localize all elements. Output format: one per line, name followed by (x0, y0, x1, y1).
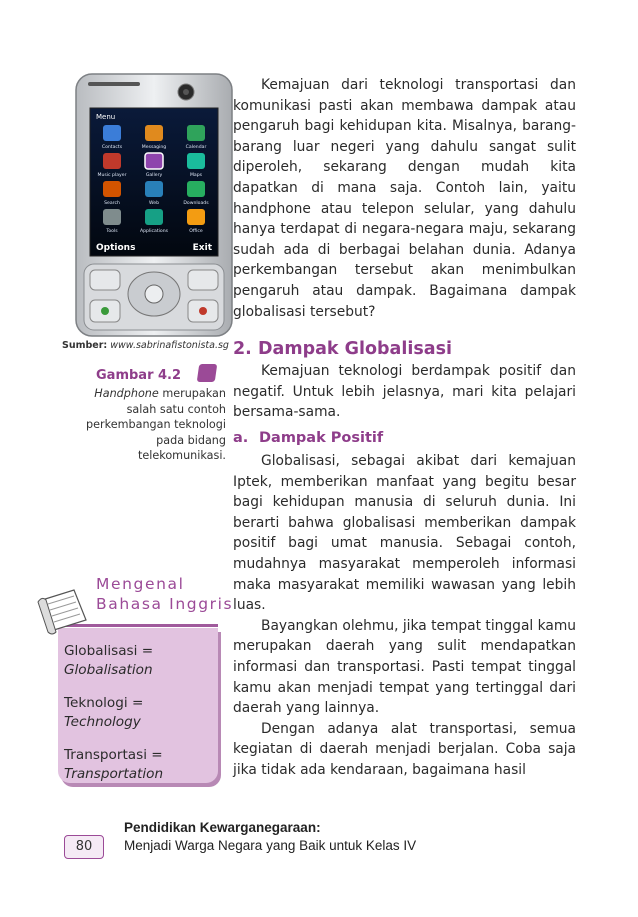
subsection-body (233, 451, 576, 781)
phone-app-label: Gallery (145, 173, 163, 178)
phone-app-icon (145, 125, 163, 141)
phone-app-icon (187, 153, 205, 169)
phone-app-icon (145, 209, 163, 225)
glossary-item (64, 746, 216, 784)
glossary-english: Globalisation (64, 662, 153, 678)
phone-app-label: Applications (139, 229, 169, 234)
footer-book-subtitle: Menjadi Warga Negara yang Baik untuk Kelas IV (124, 838, 417, 853)
phone-softkey-right: Exit (192, 243, 212, 253)
intro-section (233, 75, 576, 322)
phone-app-label: Office (189, 229, 203, 234)
intro-paragraph: Kemajuan dari teknologi transportasi dan komunikasi pasti akan membawa dampak atau pengaruh bagi kehidupan kita. Misalnya, barang-barang luar negeri yang dahulu sangat sulit diperoleh, sekarang dengan mudah kita dapatkan di mana saja. Contoh lain, yaitu handphone atau telepon selular, yang dahulu hanya terdapat di negara-negara maju, sekarang sudah ada di berbagai belahan dunia. Adanya perkembangan tersebut akan menimbulkan pengaruh atau dampak. Bagaimana dampak globalisasi tersebut? (233, 77, 576, 320)
glossary-english: Technology (64, 714, 141, 730)
glossary-item (64, 694, 216, 732)
source-url: www.sabrinafistonista.sg (110, 340, 229, 351)
glossary-term: Transportasi = (64, 747, 163, 763)
glossary-english: Transportation (64, 766, 164, 782)
section-heading (233, 339, 452, 359)
caption-text: merupakan salah satu contoh perkembangan teknologi pada bidang telekomunikasi. (86, 387, 226, 463)
phone-app-icon (145, 153, 163, 169)
figure-title: Gambar 4.2 (96, 368, 182, 383)
phone-app-label: Calendar (185, 145, 207, 150)
subsection-heading (233, 430, 383, 446)
section-intro-paragraph: Kemajuan teknologi berdampak positif dan negatif. Untuk lebih jelasnya, mari kita pelajari bersama-sama. (233, 363, 576, 421)
phone-softkey-left: Options (96, 243, 136, 253)
glossary-title-line2: Bahasa Inggris (96, 595, 234, 613)
phone-app-icon (187, 125, 205, 141)
paragraph: Bayangkan olehmu, jika tempat tinggal kamu merupakan daerah yang sulit mendapatkan informasi dan transportasi. Pasti tempat tinggal kamu akan menjadi tempat yang tertinggal dari daerah yang lainnya. (233, 617, 576, 717)
glossary-term: Globalisasi = (64, 643, 154, 659)
phone-app-label: Downloads (183, 201, 209, 206)
phone-app-icon (103, 181, 121, 197)
figure-badge-icon (197, 364, 218, 382)
phone-menu-label: Menu (96, 113, 116, 121)
scroll-paper-icon (34, 586, 94, 636)
glossary-term: Teknologi = (64, 695, 144, 711)
figure-source (62, 340, 230, 351)
phone-app-icon (103, 125, 121, 141)
page-number: 80 (64, 835, 104, 859)
phone-app-icon (187, 209, 205, 225)
glossary-item (64, 642, 216, 680)
paragraph: Dengan adanya alat transportasi, semua kegiatan di daerah menjadi berjalan. Coba saja jika tidak ada kendaraan, bagaimana hasil (233, 720, 576, 778)
glossary-list (64, 642, 216, 798)
glossary-title (96, 574, 233, 614)
section-title: Dampak Globalisasi (258, 339, 452, 359)
glossary-title-line1: Mengenal (96, 575, 185, 593)
phone-app-icon (103, 153, 121, 169)
phone-image (70, 72, 238, 338)
phone-app-label: Music player (97, 173, 127, 178)
phone-app-label: Web (148, 201, 160, 206)
source-label: Sumber: (62, 340, 108, 351)
subsection-number: a. (233, 430, 249, 446)
section-intro (233, 361, 576, 423)
section-number: 2. (233, 339, 252, 359)
phone-app-label: Messaging (141, 145, 167, 150)
paragraph: Globalisasi, sebagai akibat dari kemajuan Iptek, memberikan manfaat yang begitu besar bagi kehidupan manusia di seluruh dunia. Ini berarti bahwa globalisasi memberikan dampak positif bagi umat manusia. Sebagai contoh, mudahnya masyarakat memperoleh informasi maka masyarakat memiliki wawasan yang lebih luas. (233, 453, 576, 614)
caption-italic: Handphone (94, 387, 159, 400)
phone-app-icon (187, 181, 205, 197)
phone-app-label: Tools (106, 229, 118, 234)
phone-app-label: Search (104, 201, 120, 206)
phone-app-label: Contacts (101, 145, 123, 150)
phone-app-label: Maps (189, 173, 203, 178)
subsection-title: Dampak Positif (259, 430, 384, 446)
phone-app-icon (103, 209, 121, 225)
figure-caption (86, 386, 226, 464)
footer-book-title: Pendidikan Kewarganegaraan: (124, 820, 321, 835)
phone-app-icon (145, 181, 163, 197)
